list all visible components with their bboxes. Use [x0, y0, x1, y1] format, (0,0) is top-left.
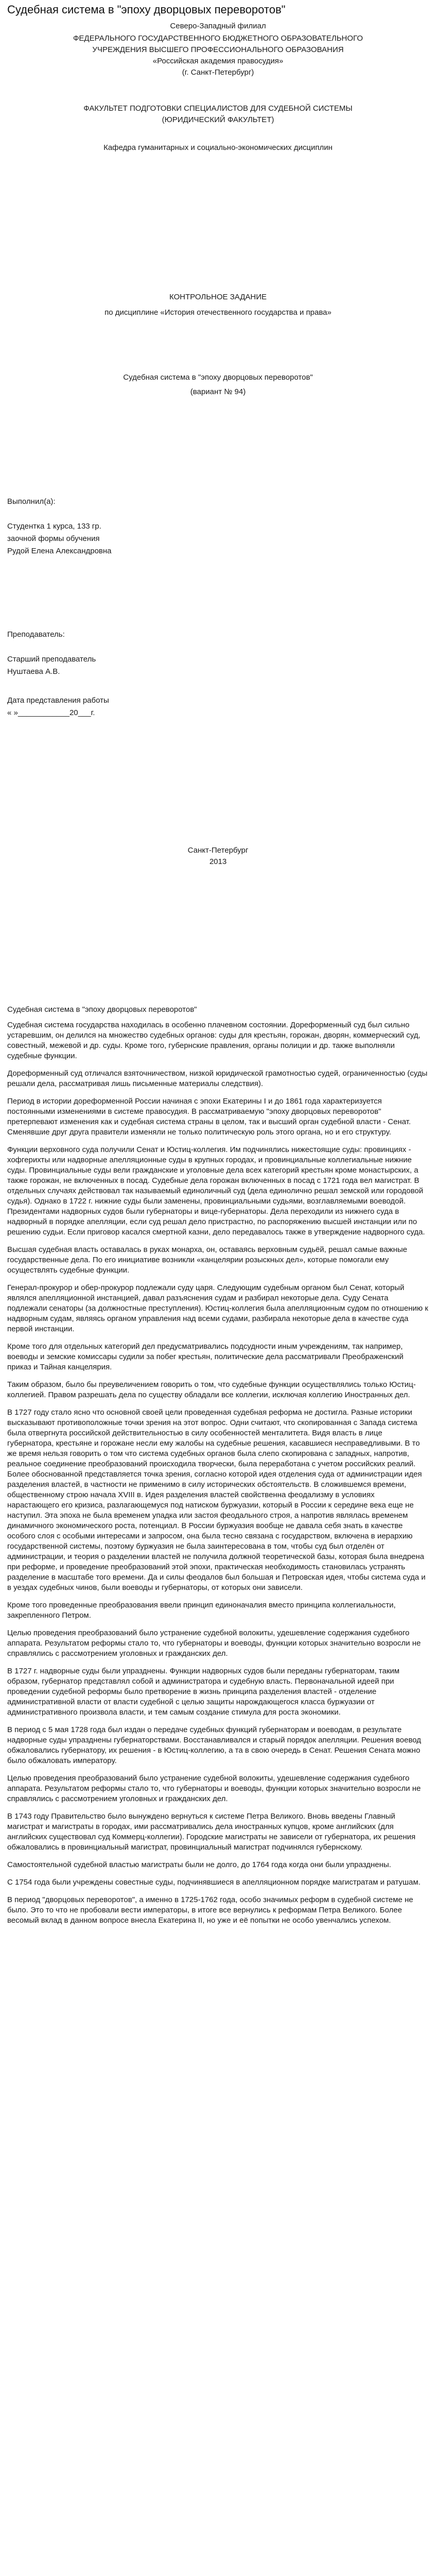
spacer: [7, 641, 96, 653]
submission-label: Дата представления работы: [7, 696, 109, 705]
branch-name: Северо-Западный филиал: [170, 22, 266, 30]
essay-paragraph: В 1727 г. надворные суды были упразднены. Функции надворных судов были переданы губернаторам, таким образом, губернатор представлял собой и администратора и судебную власть. Первоначальной идеей при проведении судебной реформы было претворение в жизнь принципа разделения властей - отделение административной власти от власти судебной с целью защиты нарождающегося класса буржуазии от административного произвола власти, и тем самым создание стимула для роста экономики.: [7, 1667, 400, 1717]
faculty-block: [0, 103, 436, 126]
essay-paragraph: Кроме того проведенные преобразования ввели принцип единоначалия вместо принципа коллегиальности, закрепленного Петром.: [7, 1601, 396, 1620]
teacher-name: Нуштаева А.В.: [7, 667, 60, 676]
institution-line: ФЕДЕРАЛЬНОГО ГОСУДАРСТВЕННОГО БЮДЖЕТНОГО ОБРАЗОВАТЕЛЬНОГО: [73, 34, 363, 43]
essay-paragraph: В период "дворцовых переворотов", а именно в 1725-1762 года, особо значимых реформ в судебной системе не было. Это то что не пробовали вести императоры, в итоге все вернулись к реформам Петра Великого. Более весомый вклад в данном вопросе внесла Екатерина II, но уже и её попытки не особо увенчались успехом.: [7, 1895, 413, 1925]
assignment-topic: Судебная система в "эпоху дворцовых переворотов": [123, 373, 313, 382]
essay-paragraph: В период с 5 мая 1728 года был издан о передаче судебных функций губернаторам и воеводам, в результате надворные суды упразднены губернаторствами. Восстанавливался и старый порядок апелляции. Решения воевод обжаловались губернатору, их решения - в Юстиц-коллегию, а та в свою очередь в Сенат. Решения Сената можно было обжаловать императору.: [7, 1725, 421, 1765]
essay-paragraph: Дореформенный суд отличался взяточничеством, низкой юридической грамотностью судей, ограниченностью (суды решали дела, рассматривая лишь письменные материалы следствия).: [7, 1069, 428, 1088]
essay-paragraph: Самостоятельной судебной властью магистраты были не долго, до 1764 года когда они были упразднены.: [7, 1860, 391, 1869]
study-form: заочной формы обучения: [7, 534, 100, 543]
essay-paragraph: Кроме того для отдельных категорий дел предусматривались подсудности иным учреждениям, так например, воеводы и земские комиссары судили за побег крестьян, политические дела рассматривали Преображенский приказ и Тайная канцелярия.: [7, 1342, 404, 1371]
essay-paragraph: В 1727 году стало ясно что основной своей цели проведенная судебная реформа не достигла. Разные историки высказывают противоположные точки зрения на этот вопрос. Одни считают, что скопированная с Запада система была отвергнута российской действительностью в силу особенностей менталитета. Видя власть в лице губернатора, крестьяне и горожане несли ему жалобы на судебные решения, касавшиеся несправедливыми. В то же время нельзя говорить о том что система судебных органов была слепо скопирована с западных, напротив, реальное соединение преобразований происходила творчески, была переработана с учетом российских реалий. Более обоснованной представляется точка зрения, согласно которой идея отделения суда от администрации идея разделения властей, в частности не применимо в силу исторических обстоятельств. В сложившемся времени, общественному строю начала XVIII в. Идея разделения властей свойственна феодализму в условиях нарастающего его кризиса, разлагающемуся под натиском буржуазии, который в России к середине века еще не наступил. Эта эпоха не была временем упадка или застоя феодального строя, а напротив являлась временем динамичного экономического роста, потенциал. В России буржуазия вообще не давала себя знать в качестве особого слоя с особыми интересами и запросом, она была тесно связана с государством, включена в иерархию государственной системы, поэтому буржуазия не была заинтересована в том, чтобы суд был отделён от администрации, и теория о разделении властей не получила должной теоретической базы, которая была внедрена при реформе, и проведение преобразований этой эпохи, практическая необходимость становилась устранять разделение в масштабе того времени. Да и силы феодалов был большая и Петровская идея, чтобы система суда и в уездах судебных чинов, были воеводы и губернаторы, от которых они зависели.: [7, 1408, 426, 1592]
faculty-line: ФАКУЛЬТЕТ ПОДГОТОВКИ СПЕЦИАЛИСТОВ ДЛЯ СУДЕБНОЙ СИСТЕМЫ: [83, 104, 353, 113]
spacer: [7, 508, 112, 520]
author-name: Рудой Елена Александровна: [7, 547, 112, 555]
teacher-label: Преподаватель:: [7, 630, 65, 639]
essay-paragraph: Высшая судебная власть оставалась в руках монарха, он, оставаясь верховным судьёй, решал самые важные государственные дела. По его инициативе возникли «канцелярии розыскных дел», которые помогали ему осуществлять судебные функции.: [7, 1245, 407, 1275]
city: Санкт-Петербург: [187, 846, 249, 855]
essay-paragraph: Целью проведения преобразований было устранение судебной волокиты, удешевление содержания судебного аппарата. Результатом реформы стало то, что губернаторы и воеводы, функции которых значительно возросли не справлялись с рассмотрением уголовных и гражданских дел.: [7, 1774, 421, 1803]
teacher-block: [7, 629, 96, 678]
essay-title: Судебная система в "эпоху дворцовых переворотов": [7, 1005, 197, 1014]
department-name: Кафедра гуманитарных и социально-экономических дисциплин: [103, 143, 333, 152]
assignment-discipline: по дисциплине «История отечественного государства и права»: [104, 308, 332, 317]
faculty-line: (ЮРИДИЧЕСКИЙ ФАКУЛЬТЕТ): [162, 115, 274, 124]
institution-block: [0, 33, 436, 78]
essay-paragraph: С 1754 года были учреждены совестные суды, подчинявшиеся в апелляционном порядке магистратам и ратушам.: [7, 1878, 421, 1887]
essay-paragraph: Генерал-прокурор и обер-прокурор подлежали суду царя. Следующим судебным органом был Сенат, который являлся апелляционной инстанцией, давал разъяснения судам и разбирал некоторые дела. Суду Сената подлежали сенаторы (за должностные преступления). Юстиц-коллегия была апелляционным судом по отношению к надворным судам, являясь органом управления над всеми судами, разбирала некоторые дела в качестве суда первой инстанции.: [7, 1283, 428, 1333]
institution-line: (г. Санкт-Петербург): [182, 68, 254, 77]
institution-line: «Российская академия правосудия»: [152, 57, 284, 65]
year: 2013: [209, 857, 227, 866]
essay-paragraph: Функции верховного суда получили Сенат и Юстиц-коллегия. Им подчинялись нижестоящие суды: провинциях - хофгерихты или надворные апелляционные суды в крупных городах, и провинциальные коллегиальные нижние суды. Провинциальные суды вели гражданские и уголовные дела всех категорий крестьян кроме монастырских, а также горожан, не включенных в посад. Судебные дела горожан включенных в посад с 1721 года вел магистрат. В отдельных случаях действовал так называемый единоличный суд (дела единолично решал земской или городовой судья). Однако в 1722 г. нижние суды были заменены, провинциальными судьями, возглавляемыми воеводой. Президентами надворных судов были губернаторы и вице-губернаторы. Дела переходили из нижнего суда в надворный в порядке апелляции, если суд решал дело пристрастно, по распоряжению высшей инстанции или по решению судьи. Если приговор касался смертной казни, дело передавалось также в утверждение надворного суда.: [7, 1145, 425, 1236]
institution-line: УЧРЕЖДЕНИЯ ВЫСШЕГО ПРОФЕССИОНАЛЬНОГО ОБРАЗОВАНИЯ: [92, 45, 344, 54]
essay-paragraph: Период в истории дореформенной России начиная с эпохи Екатерины I и до 1861 года характеризуется постоянными изменениями в системе правосудия. В рассматриваемую "эпоху дворцовых переворотов" претерпевают изменения как и судебная система страны в целом, так и высший орган судебной власти - Сенат. Сменявшие друг друга правители изменяли не только политическую роль этого органа, но и его структуру.: [7, 1097, 411, 1137]
submission-date-line: « »____________20___г.: [7, 708, 95, 717]
document-title: Судебная система в "эпоху дворцовых переворотов": [7, 3, 286, 16]
essay-paragraph: Таким образом, было бы преувеличением говорить о том, что судебные функции осуществлялись только Юстиц-коллегией. Правом разрешать дела по существу обладали все коллегии, исключая коллегию Иностранных дел.: [7, 1380, 416, 1399]
teacher-position: Старший преподаватель: [7, 655, 96, 664]
assignment-heading: КОНТРОЛЬНОЕ ЗАДАНИЕ: [169, 293, 267, 301]
submission-block: [7, 694, 109, 719]
footer-block: [0, 845, 436, 868]
performed-label: Выполнил(а):: [7, 497, 56, 506]
essay-paragraph: В 1743 году Правительство было вынуждено вернуться к системе Петра Великого. Вновь введены Главный магистрат и магистраты в городах, ими рассматривались дела иностранных купцов, кроме английских (для английских существовал суд Коммерц-коллегии). Городские магистраты не зависели от губернатора, их решения обжаловались в провинциальный магистрат, провинциальный магистрат подчинялся губернскому.: [7, 1812, 416, 1852]
essay-section: [7, 1005, 428, 1933]
author-block: [7, 496, 112, 557]
essay-paragraph: Целью проведения преобразований было устранение судебной волокиты, удешевление содержания судебного аппарата. Результатом реформы стало то, что губернаторы и воеводы, функции которых значительно возросли не справлялись с рассмотрением уголовных и гражданских дел.: [7, 1629, 421, 1658]
essay-paragraph: Судебная система государства находилась в особенно плачевном состоянии. Дореформенный суд был сильно устаревшим, он делился на множество судебных органов: суды для крестьян, горожан, дворян, коммерческий суд, совестный, межевой и др. суды. Кроме того, губернские правления, органы полиции и др. также выполняли судебные функции.: [7, 1021, 421, 1060]
assignment-variant: (вариант № 94): [190, 387, 246, 396]
student-line: Студентка 1 курса, 133 гр.: [7, 522, 101, 531]
